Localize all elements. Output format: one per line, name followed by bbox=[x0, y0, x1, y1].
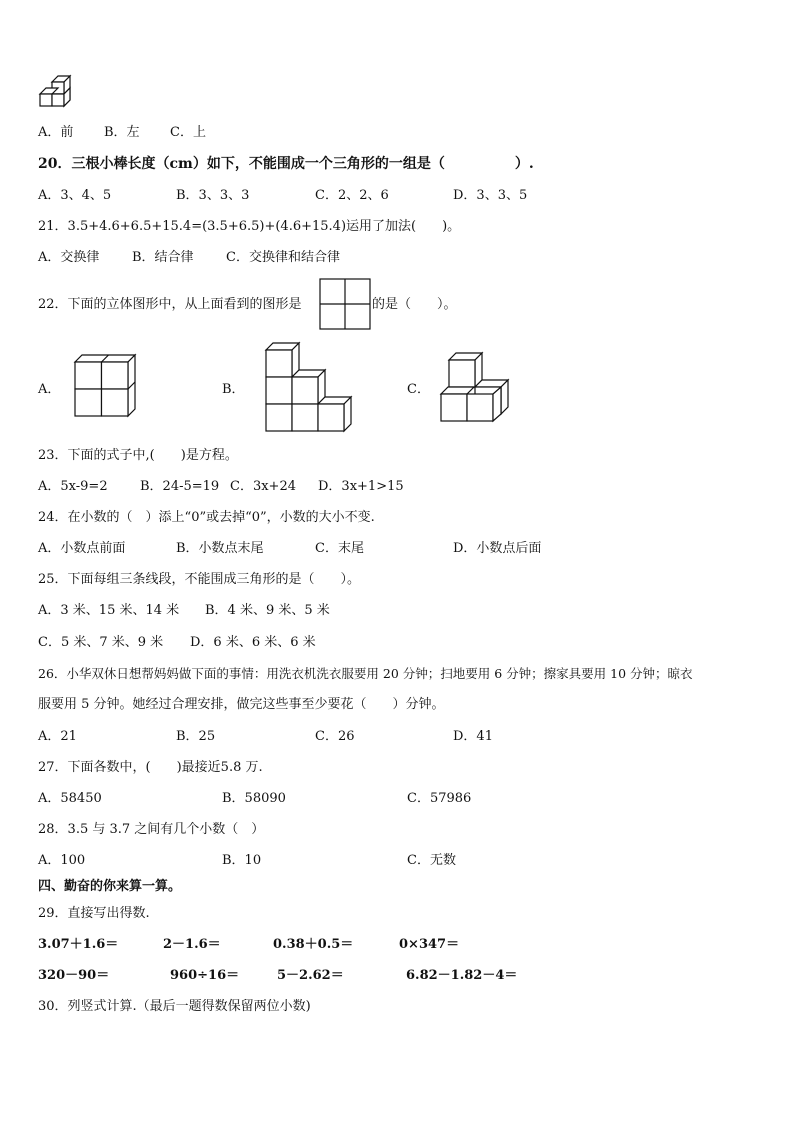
q23-option-b[interactable]: B．24-5=19 bbox=[140, 479, 220, 494]
q27-text: 27．下面各数中，( )最接近5.8 万. bbox=[38, 760, 263, 775]
q29-expr: 0×347＝ bbox=[399, 937, 460, 952]
q26-option-b[interactable]: B．25 bbox=[176, 729, 216, 744]
section-4-heading: 四、勤奋的你来算一算。 bbox=[38, 879, 182, 894]
q22-option-b-figure bbox=[265, 342, 353, 434]
q29-text: 29．直接写出得数. bbox=[38, 906, 150, 921]
q22-top-view-figure bbox=[319, 278, 371, 330]
q20-option-c[interactable]: C．2、2、6 bbox=[315, 188, 389, 203]
q29-expr: 6.82－1.82－4＝ bbox=[406, 968, 518, 983]
q29-expr: 3.07＋1.6＝ bbox=[38, 937, 119, 952]
q29-expr: 320－90＝ bbox=[38, 968, 110, 983]
q26-option-d[interactable]: D．41 bbox=[453, 729, 493, 744]
q24-text: 24．在小数的（ ）添上“0”或去掉“0”，小数的大小不变. bbox=[38, 510, 375, 525]
q19-option-b[interactable]: B．左 bbox=[104, 125, 140, 140]
q22-option-a-figure bbox=[74, 354, 136, 418]
q25-option-b[interactable]: B．4 米、9 米、5 米 bbox=[205, 603, 330, 618]
q22-option-c-figure bbox=[440, 350, 512, 426]
q26-option-c[interactable]: C．26 bbox=[315, 729, 355, 744]
q19-option-c[interactable]: C．上 bbox=[170, 125, 206, 140]
q28-option-b[interactable]: B．10 bbox=[222, 853, 262, 868]
q22-text-before: 22．下面的立体图形中，从上面看到的图形是 bbox=[38, 297, 302, 312]
q26-text-line2: 服要用 5 分钟。她经过合理安排，做完这些事至少要花（ ）分钟。 bbox=[38, 697, 445, 712]
q23-text: 23．下面的式子中,( )是方程。 bbox=[38, 448, 238, 463]
q29-expr: 960÷16＝ bbox=[170, 968, 240, 983]
q29-expr: 2－1.6＝ bbox=[163, 937, 221, 952]
q30-text: 30．列竖式计算.（最后一题得数保留两位小数) bbox=[38, 999, 311, 1014]
q22-option-a[interactable]: A． bbox=[38, 382, 61, 397]
q24-option-c[interactable]: C．末尾 bbox=[315, 541, 364, 556]
q24-option-a[interactable]: A．小数点前面 bbox=[38, 541, 126, 556]
q27-option-b[interactable]: B．58090 bbox=[222, 791, 286, 806]
q25-option-d[interactable]: D．6 米、6 米、6 米 bbox=[190, 635, 316, 650]
q19-cube-figure bbox=[38, 76, 72, 114]
q24-option-b[interactable]: B．小数点末尾 bbox=[176, 541, 264, 556]
q20-option-b[interactable]: B．3、3、3 bbox=[176, 188, 250, 203]
q21-text: 21．3.5+4.6+6.5+15.4=(3.5+6.5)+(4.6+15.4)运用了加法( )。 bbox=[38, 219, 461, 234]
q29-expr: 5－2.62＝ bbox=[277, 968, 344, 983]
q19-option-a[interactable]: A．前 bbox=[38, 125, 74, 140]
q25-option-c[interactable]: C．5 米、7 米、9 米 bbox=[38, 635, 164, 650]
q21-option-a[interactable]: A．交换律 bbox=[38, 250, 100, 265]
q28-text: 28．3.5 与 3.7 之间有几个小数（ ） bbox=[38, 822, 265, 837]
q21-option-c[interactable]: C．交换律和结合律 bbox=[226, 250, 340, 265]
q22-option-c[interactable]: C． bbox=[407, 382, 430, 397]
q23-option-d[interactable]: D．3x+1>15 bbox=[318, 479, 404, 494]
q24-option-d[interactable]: D．小数点后面 bbox=[453, 541, 542, 556]
q26-text-line1: 26．小华双休日想帮妈妈做下面的事情：用洗衣机洗衣服要用 20 分钟；扫地要用 6 分钟；擦家具要用 10 分钟；晾衣 bbox=[38, 666, 693, 681]
q20-text: 20．三根小棒长度（cm）如下，不能围成一个三角形的一组是（ ）. bbox=[38, 156, 534, 172]
q27-option-c[interactable]: C．57986 bbox=[407, 791, 472, 806]
q25-option-a[interactable]: A．3 米、15 米、14 米 bbox=[38, 603, 180, 618]
q28-option-c[interactable]: C．无数 bbox=[407, 853, 456, 868]
q22-option-b[interactable]: B． bbox=[222, 382, 245, 397]
q23-option-c[interactable]: C．3x+24 bbox=[230, 479, 296, 494]
q26-option-a[interactable]: A．21 bbox=[38, 729, 77, 744]
q28-option-a[interactable]: A．100 bbox=[38, 853, 86, 868]
q27-option-a[interactable]: A．58450 bbox=[38, 791, 102, 806]
q29-expr: 0.38＋0.5＝ bbox=[273, 937, 354, 952]
q20-option-a[interactable]: A．3、4、5 bbox=[38, 188, 112, 203]
q20-option-d[interactable]: D．3、3、5 bbox=[453, 188, 528, 203]
q21-option-b[interactable]: B．结合律 bbox=[132, 250, 194, 265]
q25-text: 25．下面每组三条线段，不能围成三角形的是（ ）。 bbox=[38, 572, 361, 587]
q23-option-a[interactable]: A．5x-9=2 bbox=[38, 479, 108, 494]
q22-text-after: 的是（ ）。 bbox=[372, 297, 457, 312]
